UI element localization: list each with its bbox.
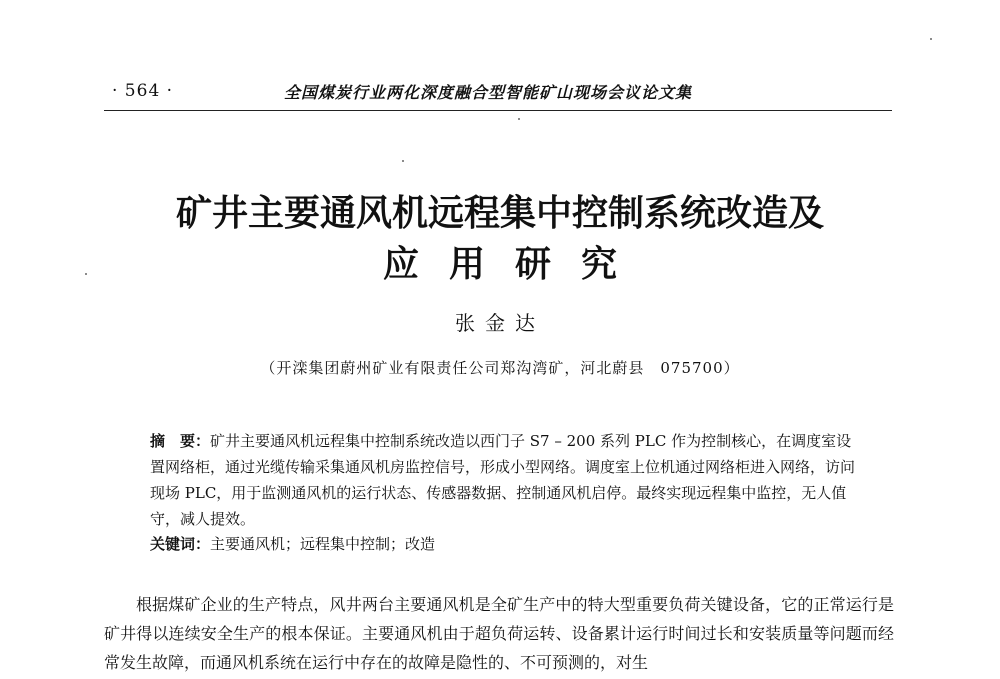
abstract-text: 矿井主要通风机远程集中控制系统改造以西门子 S7 – 200 系列 PLC 作为控制核心，在调度室设置网络柜，通过光缆传输采集通风机房监控信号，形成小型网络。调度室上位机通过网络柜进入网络，访问现场 PLC，用于监测通风机的运行状态、传感器数据、控制通风机启停。最终实现远程集中监控，无人值守，减人提效。 [150, 432, 856, 528]
journal-title: 全国煤炭行业两化深度融合型智能矿山现场会议论文集 [284, 83, 693, 102]
scan-speck [85, 273, 87, 275]
article-title-line-2: 应用研究 [382, 244, 647, 285]
body-paragraph: 根据煤矿企业的生产特点，风井两台主要通风机是全矿生产中的特大型重要负荷关键设备，它的正常运行是矿井得以连续安全生产的根本保证。主要通风机由于超负荷运转、设备累计运行时间过长和安装质量等问题而经常发生故障，而通风机系统在运行中存在的故障是隐性的、不可预测的，对生 [104, 595, 894, 672]
keywords [150, 531, 862, 557]
keywords-label: 关键词： [150, 535, 211, 553]
article-title-line-1: 矿井主要通风机远程集中控制系统改造及 [175, 193, 824, 234]
keywords-text: 主要通风机；远程集中控制；改造 [210, 535, 436, 553]
scan-speck [518, 118, 520, 120]
running-header [104, 74, 892, 111]
page-number: · 564 · [112, 81, 174, 101]
scan-speck [402, 160, 404, 162]
abstract [150, 428, 862, 532]
author-affiliation: （开滦集团蔚州矿业有限责任公司郑沟湾矿，河北蔚县 075700） [260, 359, 740, 377]
abstract-label: 摘 要： [150, 432, 211, 450]
author-name: 张金达 [455, 311, 545, 335]
scan-speck [930, 38, 932, 40]
